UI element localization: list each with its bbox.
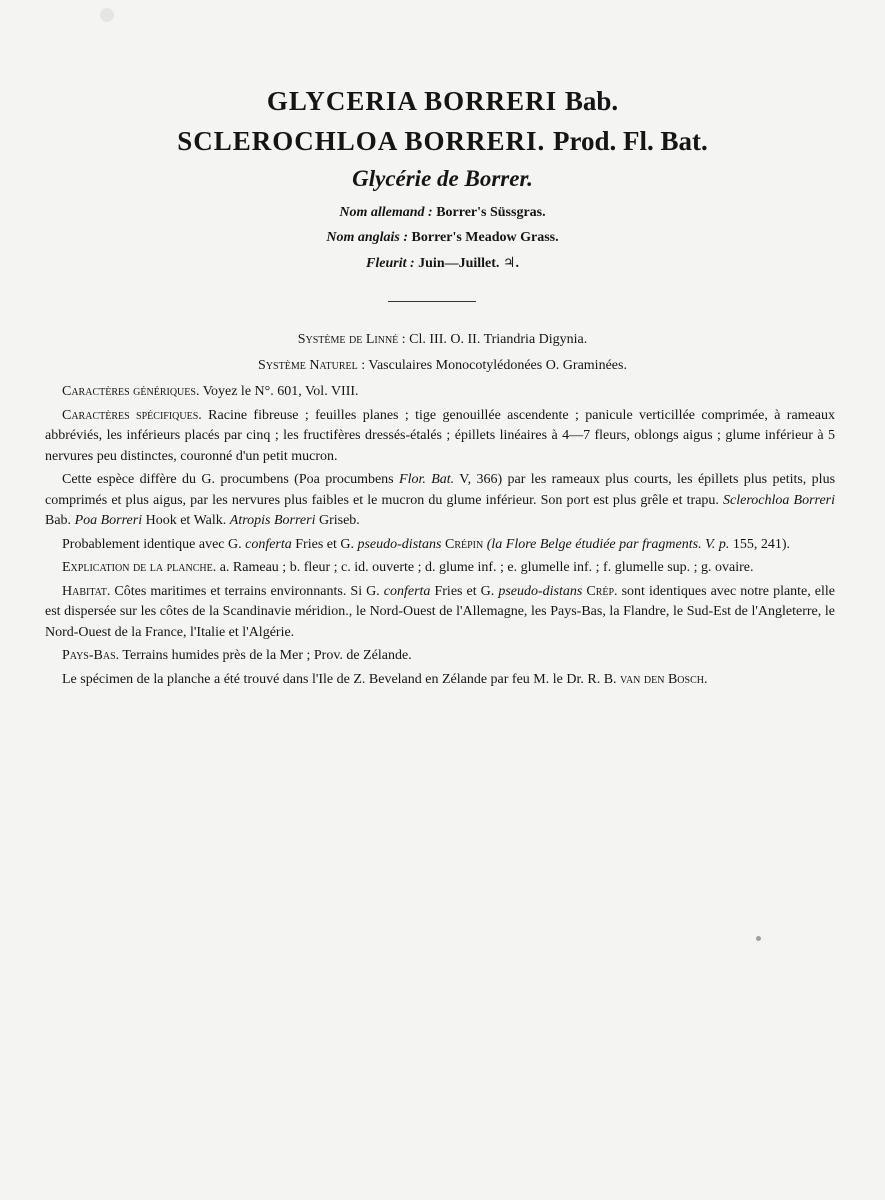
german-name: Borrer's Süssgras. bbox=[436, 205, 546, 220]
habitat-text-c: sont identiques avec notre plante, elle est dispersée sur les côtes de la Scandinavie méridion., le Nord-Ouest de l'Allemagne, les Pays-Bas, la Flandre, le Sud-Est de l'Angleterre, le Nord-Ouest de la France, l'Italie et l'Algérie. bbox=[45, 583, 836, 640]
synonym-1-author: Bab. bbox=[45, 513, 72, 528]
latin-name-title bbox=[0, 86, 885, 117]
common-name: Glycérie de Borrer. bbox=[352, 166, 533, 191]
paper-spot bbox=[100, 8, 114, 22]
english-name: Borrer's Meadow Grass. bbox=[411, 230, 559, 245]
flowering-time: Juin—Juillet. ♃. bbox=[418, 256, 519, 271]
prob-reference: (la Flore Belge étudiée par fragments. V. p. bbox=[486, 536, 730, 552]
specific-characters-paragraph bbox=[45, 406, 835, 468]
description-body bbox=[45, 382, 835, 693]
english-name-line bbox=[0, 230, 885, 246]
ink-speck bbox=[756, 936, 761, 941]
synonym-3-author: Griseb. bbox=[318, 513, 360, 528]
synonym-1: Sclerochloa Borreri bbox=[723, 492, 835, 508]
prob-conferta: conferta bbox=[245, 536, 292, 552]
synonym-reference: Prod. Fl. Bat. bbox=[553, 126, 708, 156]
habitat-text-b: Fries et G. bbox=[434, 583, 495, 599]
synonym-title bbox=[0, 126, 885, 157]
differs-paragraph bbox=[45, 470, 835, 532]
specimen-text: Le spécimen de la planche a été trouvé dans l'Ile de Z. Beveland en Zélande par feu M. le Dr. R. B. bbox=[62, 671, 617, 687]
specific-label: Caractères spécifiques. bbox=[62, 407, 202, 423]
explanation-text: a. Rameau ; b. fleur ; c. id. ouverte ; d. glume inf. ; e. glumelle inf. ; f. glumelle sup. ; g. ovaire. bbox=[219, 560, 754, 575]
author-abbrev: Bab. bbox=[564, 86, 619, 116]
habitat-pseudo-distans: pseudo-distans bbox=[498, 583, 583, 599]
linne-value: Cl. III. O. II. Triandria Digynia. bbox=[409, 332, 588, 347]
netherlands-paragraph bbox=[45, 646, 835, 667]
natural-system-line bbox=[0, 358, 885, 374]
synonym-name: SCLEROCHLOA BORRERI. bbox=[177, 126, 546, 156]
prob-text-b: Fries et G. bbox=[295, 536, 354, 552]
prob-crepin: Crépin bbox=[444, 536, 484, 552]
english-label: Nom anglais : bbox=[326, 230, 409, 245]
natural-label: Système Naturel : bbox=[258, 358, 366, 373]
habitat-conferta: conferta bbox=[383, 583, 431, 599]
prob-pages: 155, 241). bbox=[732, 536, 791, 552]
divider-rule bbox=[388, 301, 476, 302]
specific-text: Racine fibreuse ; feuilles planes ; tige genouillée ascendente ; panicule verticillée comprimée, à rameaux abbréviés, les inférieurs placés par cinq ; les fructifères dressés-étalés ; épillets linéaires à 4—7 fleurs, oblongs aigus ; glume inférieur à 5 nervures peu distinctes, couronné d'un petit mucron. bbox=[45, 407, 835, 464]
habitat-label: Habitat. bbox=[62, 583, 111, 599]
habitat-paragraph bbox=[45, 582, 835, 644]
differ-text-a: Cette espèce diffère du G. procumbens (Poa procumbens bbox=[62, 472, 394, 487]
synonym-3: Atropis Borreri bbox=[229, 513, 316, 528]
prob-text-a: Probablement identique avec G. bbox=[62, 536, 242, 552]
linne-label: Système de Linné : bbox=[297, 332, 406, 347]
linne-system-line bbox=[0, 332, 885, 348]
synonym-2: Poa Borreri bbox=[74, 513, 143, 528]
prob-pseudo-distans: pseudo-distans bbox=[357, 536, 442, 552]
german-name-line bbox=[0, 205, 885, 221]
plate-explanation-paragraph bbox=[45, 558, 835, 579]
differ-text-b: V, 366) par les rameaux plus courts, les épillets plus petits, plus comprimés et plus aigus, par les nervures plus faibles et le mucron du glume inférieur. Son port est plus grêle et trapu. bbox=[45, 472, 836, 508]
generic-label: Caractères génériques. bbox=[62, 384, 200, 399]
synonym-2-author: Hook et Walk. bbox=[145, 513, 227, 528]
specimen-paragraph bbox=[45, 670, 835, 691]
natural-value: Vasculaires Monocotylédonées O. Graminées. bbox=[368, 358, 627, 373]
specimen-collector: van den Bosch. bbox=[620, 671, 708, 687]
flowering-label: Fleurit : bbox=[366, 256, 415, 271]
generic-characters-paragraph bbox=[45, 382, 835, 403]
netherlands-text: Terrains humides près de la Mer ; Prov. de Zélande. bbox=[122, 648, 412, 663]
german-label: Nom allemand : bbox=[339, 205, 433, 220]
flowering-line bbox=[0, 255, 885, 272]
explanation-label: Explication de la planche. bbox=[62, 560, 217, 575]
generic-text: Voyez le N°. 601, Vol. VIII. bbox=[202, 384, 359, 399]
habitat-text-a: Côtes maritimes et terrains environnants. Si G. bbox=[114, 583, 380, 599]
probably-identical-paragraph bbox=[45, 535, 835, 556]
habitat-crep: Crép. bbox=[586, 583, 618, 599]
genus-species-name: GLYCERIA BORRERI bbox=[266, 86, 558, 116]
differ-reference: Flor. Bat. bbox=[399, 472, 455, 487]
netherlands-label: Pays-Bas. bbox=[62, 648, 120, 663]
